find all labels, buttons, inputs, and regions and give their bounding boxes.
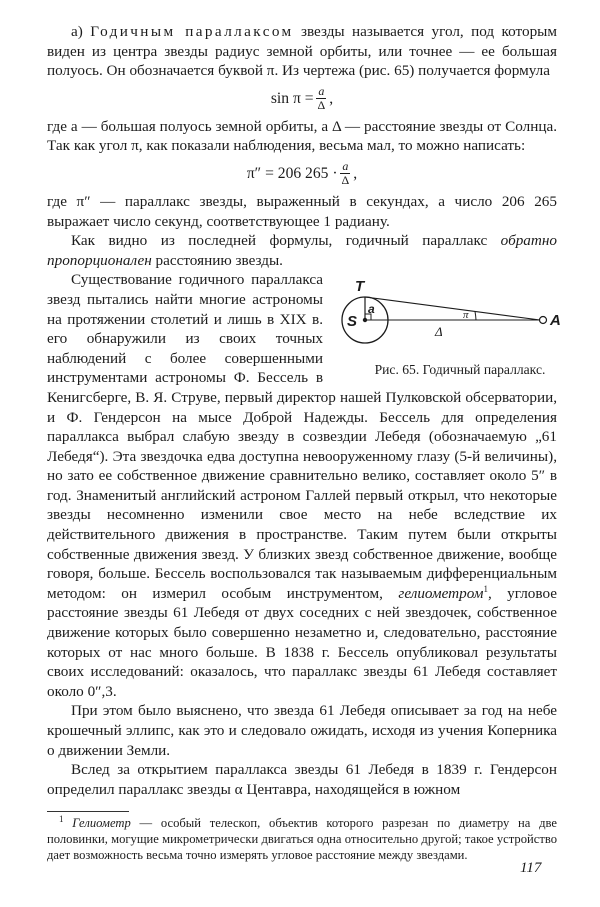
fraction-numerator: a [342, 158, 349, 173]
footnote-text: — особый телескоп, объектив которого разрезан по диаметру на две половинки, могущие микрометрически двигаться одна относительно другой; такое устройство дает возможность весьма точно измерять угловое расстояние между звездами. [47, 816, 557, 862]
footnote [47, 813, 557, 863]
page-number: 117 [520, 860, 542, 876]
paragraph-text: Как видно из последней формулы, годичный параллакс [71, 232, 501, 250]
paragraph-ellipse: При этом было выяснено, что звезда 61 Лебедя описывает за год на небе крошечный эллипс, как это и следовало ожидать, исходя из учения Коперника о движении Земли. [47, 702, 557, 759]
paragraph-where-a: где a — большая полуось земной орбиты, а Δ — расстояние звезды от Солнца. Так как угол π, как показали наблюдения, весьма мал, то можно написать: [47, 117, 557, 155]
fraction [340, 160, 352, 187]
parallax-angle-arc [475, 312, 476, 321]
formula-tail: , [353, 164, 358, 182]
figure-parallax [335, 274, 561, 380]
fraction [316, 85, 328, 112]
spaced-term: Годичным параллаксом [90, 23, 294, 40]
formula-lhs: π″ = 206 265 · [246, 164, 338, 182]
formula-sin-pi [47, 85, 557, 112]
footnote-reference[interactable]: 1 [483, 583, 488, 594]
paragraph-where-pi: где π″ — параллакс звезды, выраженный в секундах, а число 206 265 выражает число секунд, соответствующее 1 радиану. [47, 192, 557, 230]
footnote-divider [47, 811, 129, 812]
star-a-marker [540, 317, 547, 324]
paragraph-inverse-proportional [47, 231, 557, 270]
formula-lhs: sin π = [270, 89, 314, 107]
paragraph-parallax-definition [47, 22, 557, 81]
label-delta: Δ [435, 324, 443, 340]
fraction-numerator: a [318, 83, 325, 98]
paragraph-text: , угловое расстояние звезды 61 Лебедя от двух соседних с ней звездочек, собственное движение которых было совершенно незаметно и, следовательно, расстояние которых от нас много больше. В 1838 г. Бессель опубликовал результаты своих исследований: оказалось, что параллакс звезды 61 Лебедя составляет около 0″,3. [47, 584, 557, 700]
fraction-denominator: Δ [317, 97, 326, 112]
enumeration-prefix: а) [71, 23, 91, 40]
paragraph-bessel [47, 270, 561, 701]
label-pi: π [463, 309, 469, 322]
label-a: a [368, 302, 375, 317]
footnote-term: Гелиометр [72, 816, 131, 830]
page-body [47, 22, 561, 799]
fraction-denominator: Δ [341, 172, 350, 187]
parallax-diagram [335, 274, 561, 358]
label-S: S [347, 313, 358, 331]
label-A: A [550, 312, 561, 330]
paragraph-text: Существование годичного параллакса звезд пытались найти многие астрономы на протяжении столетий и лишь в XIX в. его обнаружили из своих точных наблюдений с более совершенными инструментами астрономы Ф. Бессель в Кенигсберге, В. Я. Струве, первый директор нашей Пулковской обсерватории, и Ф. Гендерсон на мысе Доброй Надежды. Бессель для определения параллакса выбрал слабую звезду в созвездии Лебедя (обозначаемую „61 Лебедя“). Эта звездочка едва доступна невооруженному глазу (5-й величины), но зато ее собственное движение сравнительно велико, составляет около 5″ в год. Знаменитый английский астроном Галлей первый открыл, что некоторые звезды несомненно изменили свое место на небе вследствие их действительного движения в пространстве. Таким путем были открыты собственные движения звезд. У близких звезд собственное движение, вообще говоря, больше. Бессель воспользовался так называемым дифференциальным методом: он измерил особым инструментом, [47, 271, 557, 602]
paragraph-henderson: Вслед за открытием параллакса звезды 61 Лебедя в 1839 г. Гендерсон определил параллакс звезды α Центавра, находящейся в южном [47, 761, 557, 798]
sight-line [365, 297, 540, 320]
label-T: T [355, 278, 365, 296]
paragraph-text: расстоянию звезды. [151, 251, 283, 269]
formula-tail: , [329, 89, 334, 107]
formula-pi-seconds [47, 160, 557, 187]
figure-caption: Рис. 65. Годичный параллакс. [374, 362, 546, 378]
emphasis: обратно пропорционален [47, 232, 557, 269]
footnote-mark: 1 [59, 813, 64, 824]
paragraph-text: звезды называется угол, под которым виден из центра звезды радиус земной орбиты, или точнее — ее большая полуось. Он обозначается буквой π. Из чертежа (рис. 65) получается формула [47, 23, 557, 80]
emphasis: гелиометром [398, 584, 484, 602]
